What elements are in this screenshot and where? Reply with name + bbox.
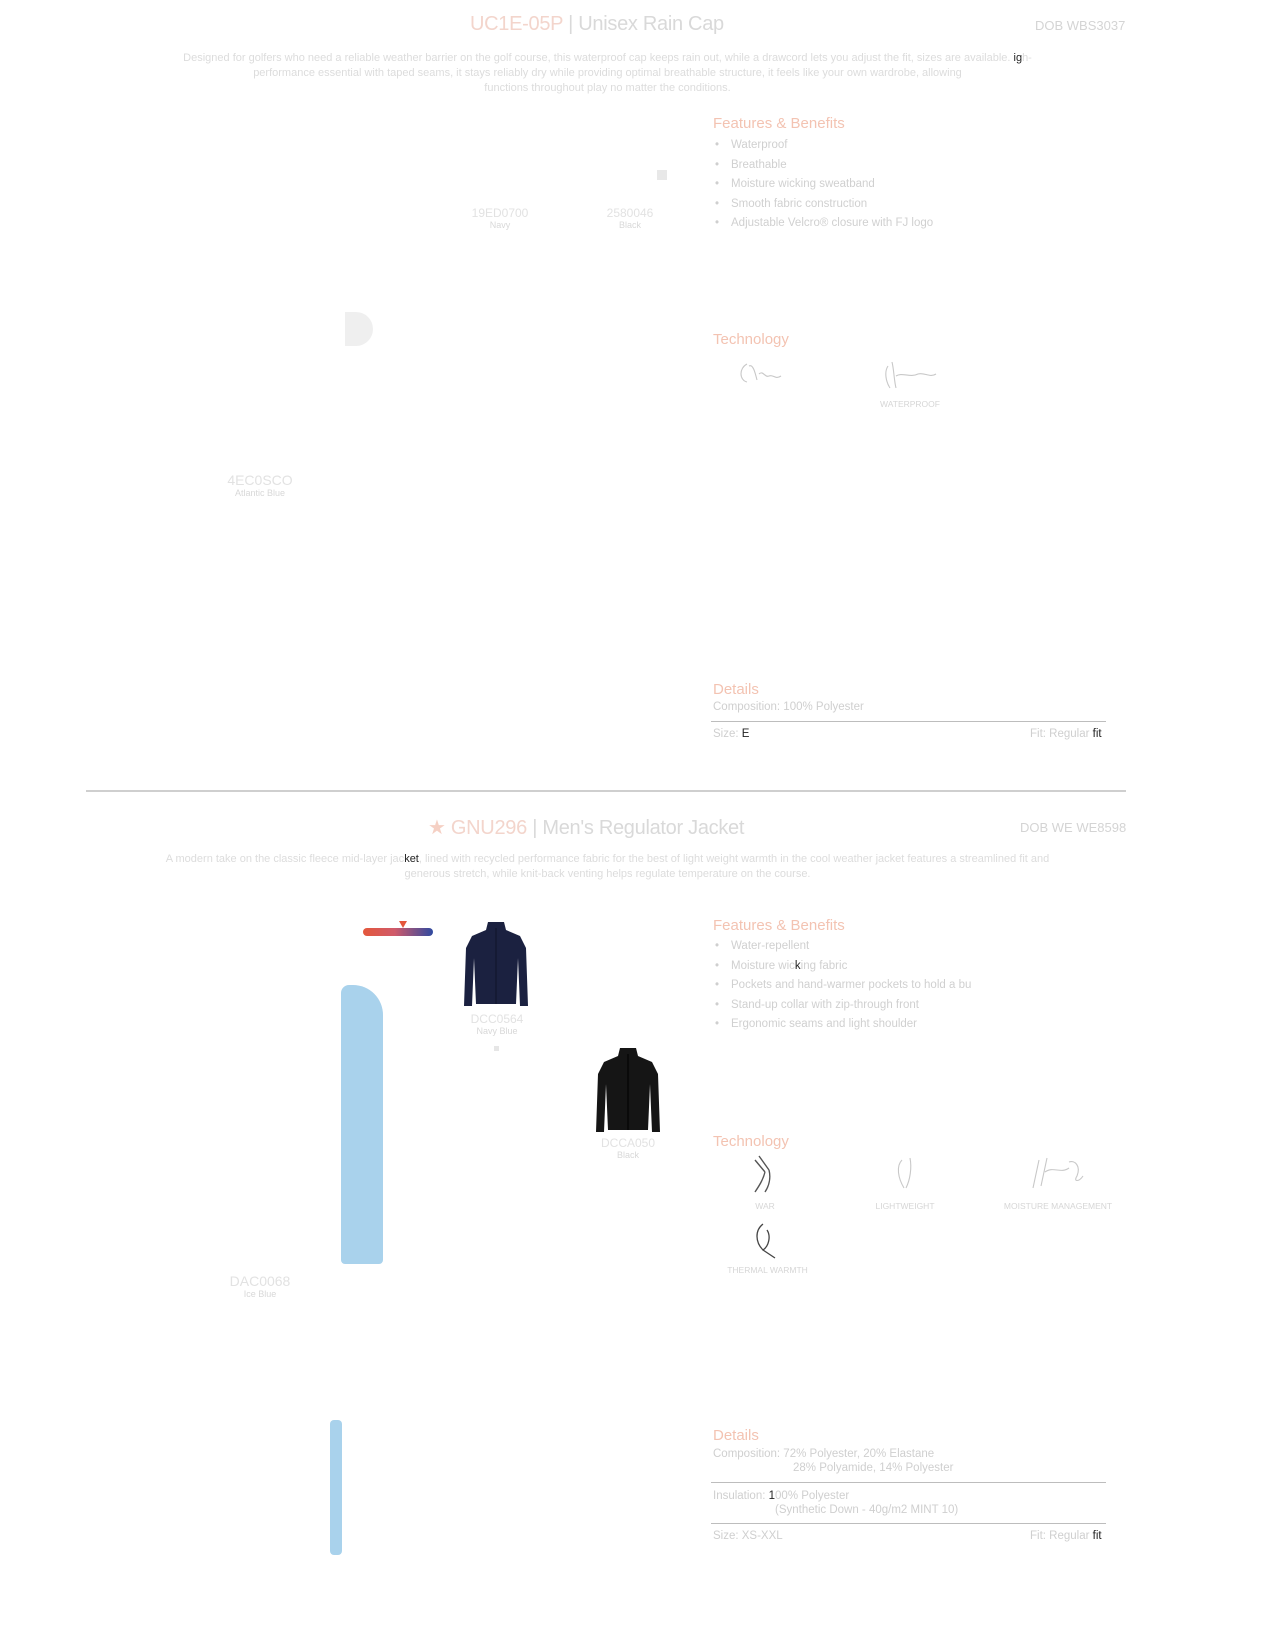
feature-item: • Breathable — [713, 156, 1093, 176]
swatch-code: 19ED0700 — [471, 206, 529, 220]
black-cap-swatch[interactable] — [657, 170, 667, 180]
windproof-script-icon — [860, 1152, 950, 1196]
technology-thermal — [715, 1220, 820, 1275]
divider — [711, 1523, 1106, 1524]
feature-item: • Waterproof — [713, 136, 1093, 156]
swatch-code: DAC0068 — [229, 1273, 291, 1289]
product-title: ★ GNU296 | Men's Regulator Jacket — [428, 817, 745, 839]
fit-text: Fit: Regular fit — [1030, 728, 1102, 740]
feature-item: • Adjustable Velcro® closure with FJ logo — [713, 214, 1093, 234]
technology-label: LIGHTWEIGHT — [875, 1201, 935, 1211]
moisture-script-icon — [1003, 1152, 1113, 1196]
technology-waterproof — [870, 358, 950, 413]
jacket-icon — [462, 918, 530, 1010]
composition-text: Composition: 100% Polyester — [713, 701, 864, 713]
features-heading: Features & Benefits — [713, 917, 845, 934]
swatch-name: Ice Blue — [243, 1289, 277, 1299]
swatch-navy-blue[interactable] — [452, 1012, 542, 1036]
swatch-atlantic-blue[interactable] — [215, 472, 305, 498]
sizes-text: Size: E — [713, 728, 750, 740]
details-heading: Details — [713, 1427, 759, 1444]
insulation-text-line2: (Synthetic Down - 40g/m2 MINT 10) — [775, 1504, 959, 1516]
features-list — [713, 937, 1113, 1035]
feature-item: • Water-repellent — [713, 937, 1113, 957]
features-list — [713, 136, 1093, 234]
technology-label: WATERPROOF — [880, 399, 940, 409]
details-heading: Details — [713, 681, 759, 698]
fit-text: Fit: Regular fit — [1030, 1530, 1102, 1542]
swatch-code: 4EC0SCO — [227, 472, 293, 488]
product-description: Designed for golfers who need a reliable weather barrier on the golf course, this waterproof cap keeps rain out, while a drawcord lets you adjust the fit, sizes are available. igh-performance essential with taped seams, it stays reliably dry while providing optimal breathable structure, it feels like your own wardrobe, allowing functions throughout play no matter the conditions. — [183, 52, 1032, 94]
swatch-code: 2580046 — [606, 206, 654, 220]
swatch-name: Navy — [489, 220, 511, 230]
hydrolite-script-icon — [735, 358, 795, 388]
feature-item: • Ergonomic seams and light shoulder — [713, 1015, 1113, 1035]
composition-text: Composition: 72% Polyester, 20% Elastane — [713, 1448, 935, 1460]
divider — [711, 721, 1106, 722]
technology-heading: Technology — [713, 331, 789, 348]
product-description: A modern take on the classic fleece mid-layer jacket, lined with recycled performance fabric for the best of light weight warmth in the cool weather jacket features a streamlined fit and generous stretch, while knit-back venting helps regulate temperature on the course. — [165, 853, 1050, 880]
feature-item: • Moisture wicking sweatband — [713, 175, 1093, 195]
stretch-script-icon — [725, 1152, 805, 1196]
section-divider — [86, 790, 1126, 792]
divider — [711, 1482, 1106, 1483]
features-heading: Features & Benefits — [713, 115, 845, 132]
swatch-black[interactable] — [585, 206, 675, 230]
technology-windproof — [860, 1152, 950, 1211]
technology-label: WAR — [755, 1201, 775, 1211]
technology-stretch — [725, 1152, 805, 1211]
feature-item: • Pockets and hand-warmer pockets to hold a bu — [713, 976, 1113, 996]
ice-blue-jacket-image — [341, 985, 383, 1264]
temperature-marker-icon — [399, 921, 407, 928]
swatch-name: Navy Blue — [476, 1026, 518, 1036]
thermal-script-icon — [715, 1220, 820, 1260]
cap-image — [345, 312, 373, 346]
product-sku: DOB WBS3037 — [1035, 18, 1126, 33]
feature-item: • Smooth fabric construction — [713, 195, 1093, 215]
technology-moisture — [1003, 1152, 1113, 1211]
navy-jacket-swatch[interactable] — [462, 918, 530, 1015]
technology-heading: Technology — [713, 1133, 789, 1150]
feature-item: • Moisture wicking fabric — [713, 957, 1113, 977]
technology-label: THERMAL WARMTH — [727, 1265, 808, 1275]
black-jacket-swatch[interactable] — [594, 1044, 662, 1141]
product-sku: DOB WE WE8598 — [1020, 820, 1127, 835]
sizes-text: Size: XS-XXL — [713, 1530, 783, 1542]
composition-text-line2: 28% Polyamide, 14% Polyester — [793, 1462, 954, 1474]
swatch-name: Black — [618, 220, 641, 230]
swatch-name: Black — [616, 1150, 639, 1160]
technology-label: MOISTURE MANAGEMENT — [1003, 1201, 1113, 1211]
feature-item: • Stand-up collar with zip-through front — [713, 996, 1113, 1016]
temperature-rating-bar — [363, 928, 433, 936]
product-title: UC1E-05P | Unisex Rain Cap — [470, 13, 724, 35]
jacket-icon — [594, 1044, 662, 1136]
star-icon: ★ — [428, 817, 446, 839]
navy-cap-swatch[interactable] — [480, 180, 520, 190]
swatch-navy[interactable] — [455, 206, 545, 230]
dot — [494, 1046, 499, 1051]
ice-blue-jacket-sleeve — [330, 1420, 342, 1555]
waterproof-script-icon — [870, 358, 950, 394]
swatch-name: Atlantic Blue — [234, 488, 286, 498]
swatch-code: DCC0564 — [470, 1012, 524, 1026]
swatch-code: DCCA050 — [600, 1136, 656, 1150]
swatch-black[interactable] — [583, 1136, 673, 1160]
swatch-ice-blue[interactable] — [212, 1273, 308, 1299]
insulation-text: Insulation: 100% Polyester — [713, 1490, 850, 1502]
